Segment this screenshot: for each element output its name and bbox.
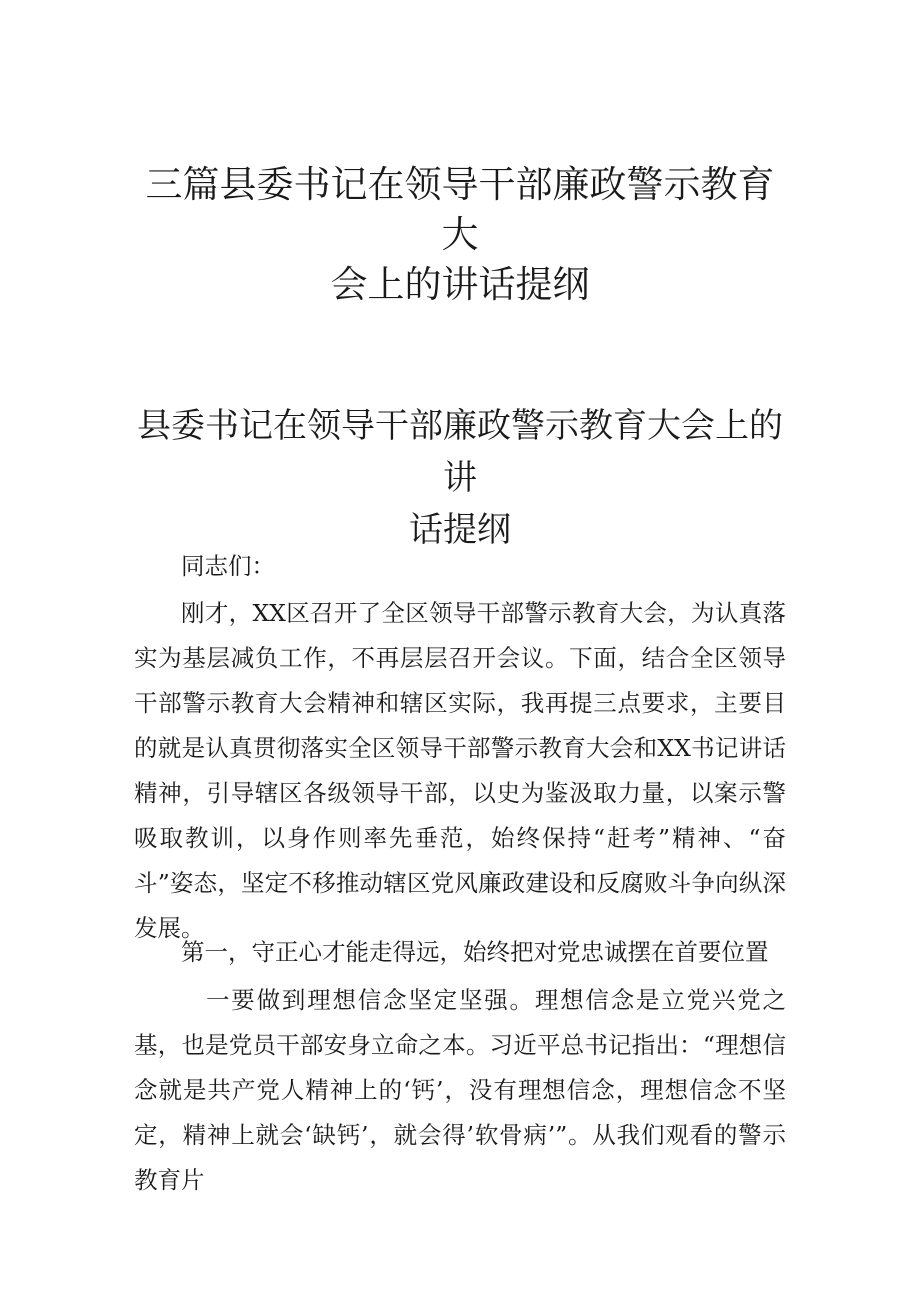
sub-title-line-1: 县委书记在领导干部廉政警示教育大会上的讲 <box>137 406 783 498</box>
main-title-line-2: 会上的讲话提纲 <box>330 263 590 306</box>
section-heading-1: 第一，守正心才能走得远，始终把对党忠诚摆在首要位置 <box>181 938 769 966</box>
sub-title-line-2: 话提纲 <box>409 510 511 550</box>
body-paragraph-2: 一要做到理想信念坚定坚强。理想信念是立党兴党之基，也是党员干部安身立命之本。习近平总书记指出：“理想信念就是共产党人精神上的‘钙’，没有理想信念，理想信念不坚定，精神上就会‘缺钙’，就会得’软骨病’”。从我们观看的警示教育片 <box>134 986 786 1194</box>
main-title-line-1: 三篇县委书记在领导干部廉政警示教育大 <box>145 163 775 256</box>
sub-title <box>135 400 785 556</box>
body-paragraph-1: 刚才，XX区召开了全区领导干部警示教育大会，为认真落实为基层减负工作，不再层层召开会议。下面，结合全区领导干部警示教育大会精神和辖区实际，我再提三点要求，主要目的就是认真贯彻落实全区领导干部警示教育大会和XX书记讲话精神，引导辖区各级领导干部，以史为鉴汲取力量，以案示警吸取教训，以身作则率先垂范，始终保持“赶考”精神、“奋斗”姿态，坚定不移推动辖区党风廉政建设和反腐败斗争向纵深发展。 <box>134 599 786 942</box>
main-title <box>135 160 785 310</box>
salutation: 同志们： <box>181 552 275 580</box>
